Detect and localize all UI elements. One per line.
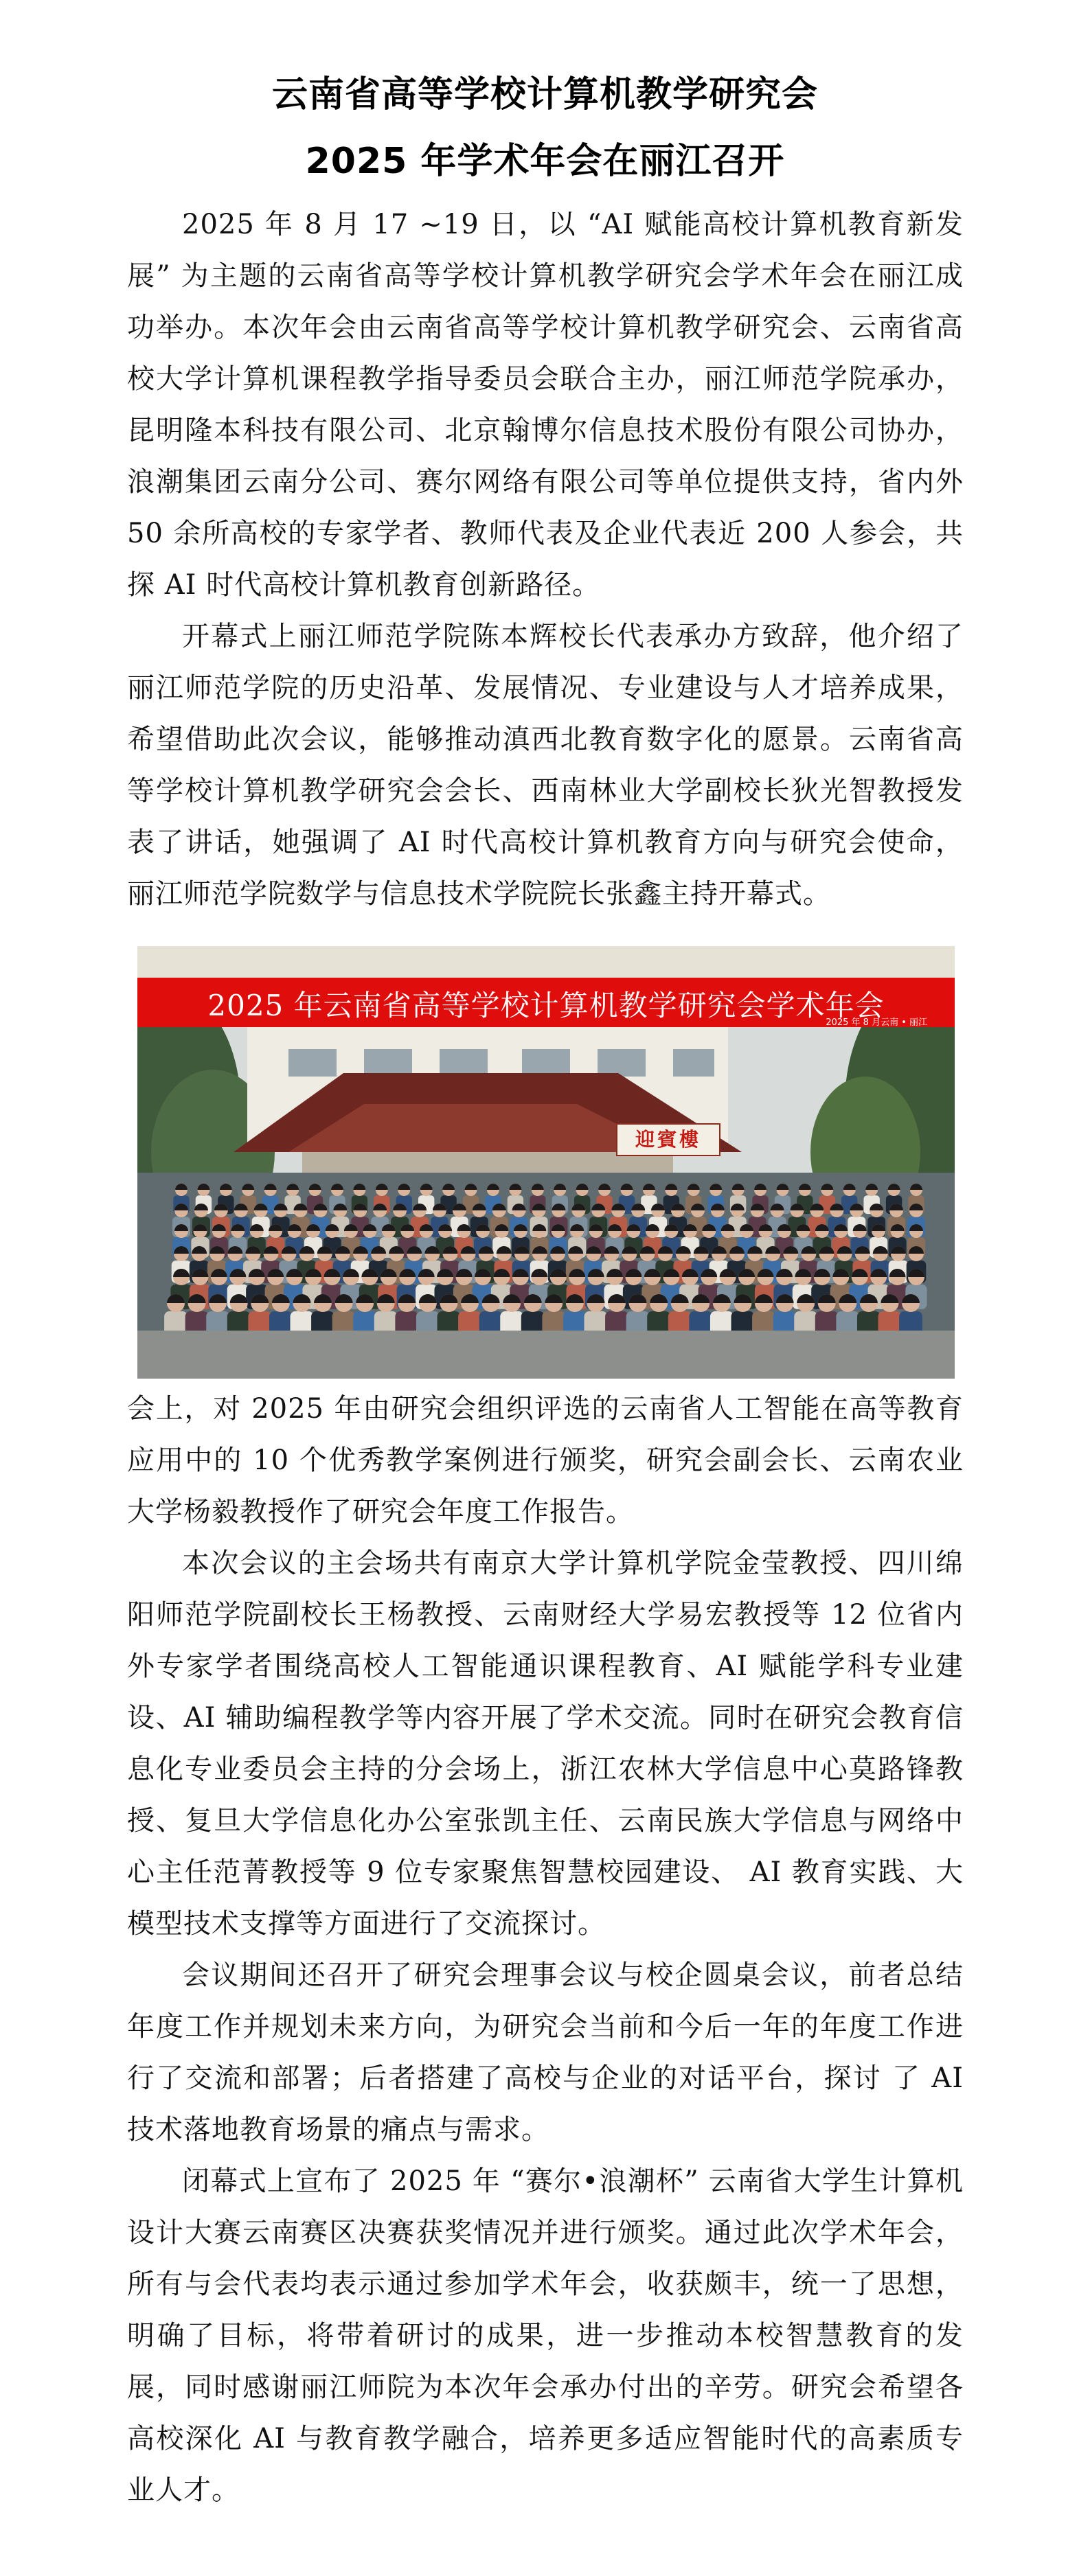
paragraph-keynotes: 本次会议的主会场共有南京大学计算机学院金莹教授、四川绵阳师范学院副校长王杨教授、云南财经大学易宏教授等 12 位省内外专家学者围绕高校人工智能通识课程教育、AI 赋能学科专业建设、AI 辅助编程教学等内容开展了学术交流。同时在研究会教育信息化专业委员会主持的分会场上，浙江农林大学信息中心莫路锋教授、复旦大学信息化办公室张凯主任、云南民族大学信息与网络中心主任范菁教授等 9 位专家聚焦智慧校园建设、 AI 教育实践、大模型技术支撑等方面进行了交流探讨。 [127,1548,964,1940]
paragraph-intro: 2025 年 8 月 17 ~19 日，以 “AI 赋能高校计算机教育新发展” 为主题的云南省高等学校计算机教学研究会学术年会在丽江成功举办。本次年会由云南省高等学校计算机教学研究会、云南省高校大学计算机课程教学指导委员会联合主办，丽江师范学院承办，昆明隆本科技有限公司、北京翰博尔信息技术股份有限公司协办，浪潮集团云南分公司、赛尔网络有限公司等单位提供支持，省内外 50 余所高校的专家学者、教师代表及企业代表近 200 人参会，共探 AI 时代高校计算机教育创新路径。 [127,209,964,601]
article-title-line-1: 云南省高等学校计算机教学研究会 [271,74,818,115]
paragraph-closing: 闭幕式上宣布了 2025 年 “赛尔•浪潮杯” 云南省大学生计算机设计大赛云南赛区决赛获奖情况并进行颁奖。通过此次学术年会，所有与会代表均表示通过参加学术年会，收获颇丰，统一了思想，明确了目标，将带着研讨的成果，进一步推动本校智慧教育的发展，同时感谢丽江师院为本次年会承办付出的辛劳。研究会希望各高校深化 AI 与教育教学融合，培养更多适应智能时代的高素质专业人才。 [127,2165,964,2506]
photo-banner-subtitle: 2025 年 8 月云南 • 丽江 [826,1017,927,1028]
article-title-line-2: 2025 年学术年会在丽江召开 [305,141,785,182]
group-photo [137,946,955,1379]
paragraph-opening-ceremony: 开幕式上丽江师范学院陈本辉校长代表承办方致辞，他介绍了丽江师范学院的历史沿革、发展情况、专业建设与人才培养成果，希望借助此次会议，能够推动滇西北教育数字化的愿景。云南省高等学校计算机教学研究会会长、西南林业大学副校长狄光智教授发表了讲话，她强调了 AI 时代高校计算机教育方向与研究会使命，丽江师范学院数学与信息技术学院院长张鑫主持开幕式。 [127,621,964,910]
paragraph-meetings: 会议期间还召开了研究会理事会议与校企圆桌会议，前者总结年度工作并规划未来方向，为研究会当前和今后一年的年度工作进行了交流和部署；后者搭建了高校与企业的对话平台，探讨 了 AI 技术落地教育场景的痛点与需求。 [127,1959,964,2146]
paragraph-awards: 会上，对 2025 年由研究会组织评选的云南省人工智能在高等教育应用中的 10 个优秀教学案例进行颁奖，研究会副会长、云南农业大学杨毅教授作了研究会年度工作报告。 [127,1393,964,1528]
building-sign: 迎賓樓 [616,1123,720,1156]
photo-banner-title: 2025 年云南省高等学校计算机教学研究会学术年会 [207,989,885,1022]
